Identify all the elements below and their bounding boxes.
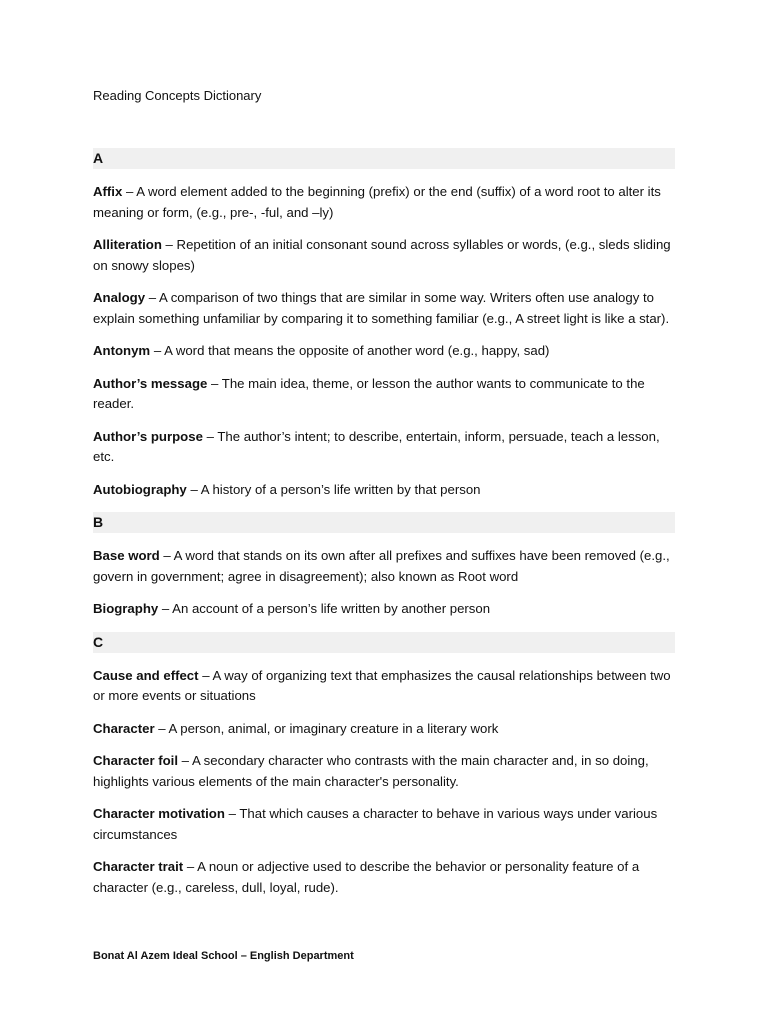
entry-analogy <box>93 288 675 329</box>
entry-dash: – <box>198 667 213 683</box>
dictionary-content <box>93 148 675 910</box>
entry-term: Analogy <box>93 290 146 305</box>
page-footer: Bonat Al Azem Ideal School – English Department <box>93 950 354 962</box>
entry-definition: A history of a person’s life written by that person <box>200 481 481 497</box>
entry-autobiography <box>93 480 675 501</box>
entry-dash: – <box>122 184 137 199</box>
entry-term: Character motivation <box>93 806 225 821</box>
entry-dash: – <box>186 481 201 497</box>
entry-definition: That which causes a character to behave in various ways under various circumstances <box>93 806 658 842</box>
entry-character-motivation <box>93 804 675 845</box>
entry-definition: The author’s intent; to describe, entertain, inform, persuade, teach a lesson, etc. <box>93 428 660 464</box>
entry-definition: A person, animal, or imaginary creature in a literary work <box>168 720 499 736</box>
entry-definition: A word element added to the beginning (prefix) or the end (suffix) of a word root to alter its meaning or form, (e.g., pre-, -ful, and –ly) <box>93 184 661 220</box>
entry-definition: A way of organizing text that emphasizes the causal relationships between two or more events or situations <box>93 667 671 703</box>
entry-term: Author’s purpose <box>93 428 203 444</box>
entry-term: Character foil <box>93 753 179 768</box>
entry-character-foil <box>93 751 675 792</box>
entry-term: Base word <box>93 548 160 563</box>
entry-definition: Repetition of an initial consonant sound across syllables or words, (e.g., sleds sliding on snowy slopes) <box>93 237 671 273</box>
entry-antonym <box>93 341 675 362</box>
entry-authors-message <box>93 374 675 415</box>
section-header-a: A <box>93 148 675 169</box>
entry-definition: An account of a person’s life written by another person <box>172 601 491 616</box>
entry-term: Author’s message <box>93 375 208 391</box>
entry-dash: – <box>202 428 218 444</box>
document-title: Reading Concepts Dictionary <box>93 88 262 103</box>
entry-base-word <box>93 546 675 587</box>
entry-term: Biography <box>93 601 159 616</box>
entry-definition: A word that stands on its own after all prefixes and suffixes have been removed (e.g., govern in government; agree in disagreement); also known as Root word <box>93 548 670 584</box>
entry-dash: – <box>161 237 177 252</box>
entry-definition: A secondary character who contrasts with the main character and, in so doing, highlights various elements of the main character's personality. <box>93 753 649 789</box>
entry-authors-purpose <box>93 427 675 468</box>
entry-character-trait <box>93 857 675 898</box>
entry-definition: A word that means the opposite of another word (e.g., happy, sad) <box>164 343 550 358</box>
entry-dash: – <box>183 859 198 874</box>
entry-character <box>93 719 675 740</box>
entry-term: Character trait <box>93 859 184 874</box>
entry-term: Autobiography <box>93 481 187 497</box>
entry-term: Antonym <box>93 343 151 358</box>
entry-cause-and-effect <box>93 666 675 707</box>
entry-definition: A noun or adjective used to describe the behavior or personality feature of a character (e.g., careless, dull, loyal, rude). <box>93 859 640 895</box>
entry-dash: – <box>207 375 222 391</box>
entry-dash: – <box>158 601 173 616</box>
entry-term: Alliteration <box>93 237 162 252</box>
entry-dash: – <box>150 343 165 358</box>
entry-dash: – <box>224 806 240 821</box>
entry-alliteration <box>93 235 675 276</box>
section-header-c: C <box>93 632 675 653</box>
entry-definition: The main idea, theme, or lesson the author wants to communicate to the reader. <box>93 375 645 411</box>
entry-term: Cause and effect <box>93 667 199 683</box>
entry-definition: A comparison of two things that are similar in some way. Writers often use analogy to explain something unfamiliar by comparing it to something familiar (e.g., A street light is like a star). <box>93 290 670 326</box>
section-header-b: B <box>93 512 675 533</box>
entry-dash: – <box>154 720 169 736</box>
entry-dash: – <box>145 290 159 305</box>
entry-term: Affix <box>93 184 123 199</box>
entry-affix <box>93 182 675 223</box>
entry-dash: – <box>178 753 192 768</box>
entry-biography <box>93 599 675 620</box>
entry-dash: – <box>159 548 174 563</box>
entry-term: Character <box>93 720 155 736</box>
